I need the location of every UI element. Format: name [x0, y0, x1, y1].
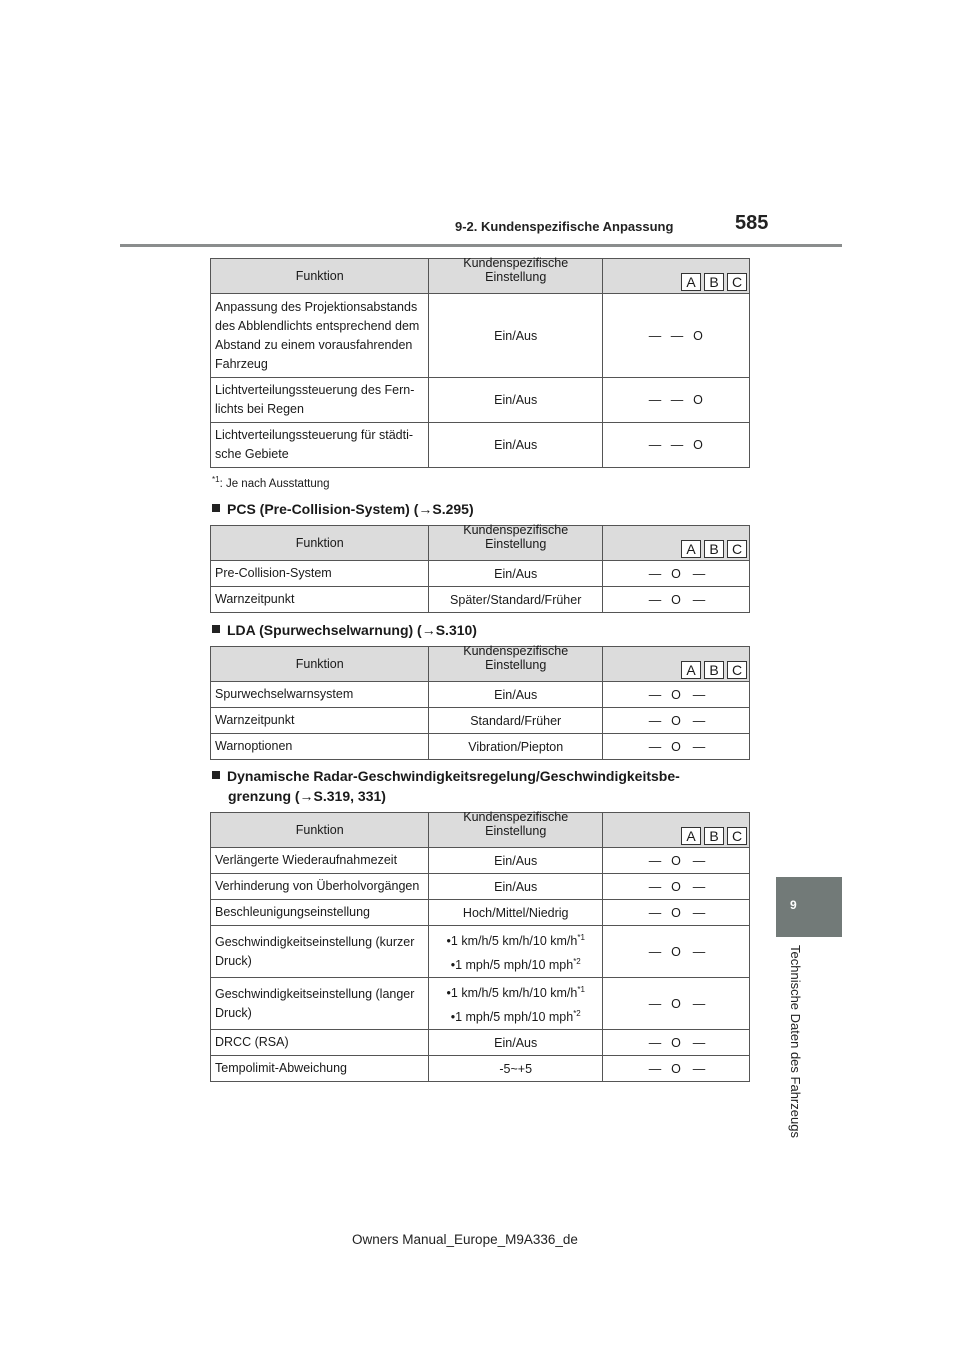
column-b-label: B [704, 540, 724, 558]
table-row [211, 587, 750, 613]
table-row [211, 978, 750, 1030]
setting-cell: Ein/Aus [429, 561, 603, 587]
drcc-settings-table [210, 812, 750, 1082]
setting-cell: Hoch/Mittel/Niedrig [429, 900, 603, 926]
table-row [211, 294, 750, 378]
function-cell: Pre-Collision-System [211, 561, 429, 587]
column-header-abc [602, 647, 749, 682]
table-row [211, 682, 750, 708]
page-number: 585 [735, 212, 769, 234]
section-heading-drcc: Dynamische Radar-Geschwindigkeitsregelung/Geschwindigkeitsbe- grenzung (→S.319, 331) [212, 766, 680, 806]
function-cell: Anpassung des Projektionsabstands des Abblendlichts entsprechend dem Abstand zu einem vorausfahrenden Fahrzeug [211, 294, 429, 378]
abc-cell: — O — [602, 561, 749, 587]
table-row [211, 1056, 750, 1082]
column-a-label: A [681, 273, 701, 291]
setting-cell: Ein/Aus [429, 423, 603, 468]
section-title: 9-2. Kundenspezifische Anpassung [455, 219, 674, 234]
setting-cell: Ein/Aus [429, 1030, 603, 1056]
setting-cell: -5~+5 [429, 1056, 603, 1082]
abc-cell: — O — [602, 900, 749, 926]
column-b-label: B [704, 273, 724, 291]
column-a-label: A [681, 827, 701, 845]
table-row [211, 1030, 750, 1056]
column-header-setting: Kundenspezifische Einstellung [429, 647, 603, 682]
table-row [211, 378, 750, 423]
function-cell: Tempolimit-Abweichung [211, 1056, 429, 1082]
function-cell: Beschleunigungseinstellung [211, 900, 429, 926]
table-row [211, 874, 750, 900]
setting-cell: •1 km/h/5 km/h/10 $km/h^{*1}$ •1 mph/5 mph/10 mph$^{*2}$ [429, 926, 603, 978]
function-cell: Verlängerte Wiederaufnahmezeit [211, 848, 429, 874]
setting-cell: Ein/Aus [429, 848, 603, 874]
function-cell: Geschwindigkeitseinstellung (langer Druck) [211, 978, 429, 1030]
function-cell: Geschwindigkeitseinstellung (kurzer Druck) [211, 926, 429, 978]
table-header-row [211, 813, 750, 848]
abc-cell: — O — [602, 587, 749, 613]
lda-settings-table [210, 646, 750, 760]
table-row [211, 926, 750, 978]
bullet-square-icon [212, 771, 220, 779]
column-b-label: B [704, 827, 724, 845]
column-header-setting: Kundenspezifische Einstellung [429, 526, 603, 561]
table-row [211, 561, 750, 587]
column-c-label: C [727, 827, 747, 845]
table-row [211, 423, 750, 468]
function-cell: Warnzeitpunkt [211, 708, 429, 734]
section-heading-pcs: PCS (Pre-Collision-System) (→S.295) [212, 499, 474, 519]
abc-cell: — O — [602, 1056, 749, 1082]
table-row [211, 708, 750, 734]
table-row [211, 900, 750, 926]
abc-cell: — O — [602, 734, 749, 760]
chapter-tab [776, 877, 842, 937]
column-header-function: Funktion [211, 259, 429, 294]
table-row [211, 734, 750, 760]
footnote: $^{*1}$: Je nach Ausstattung [212, 475, 330, 490]
abc-cell: — — O [602, 423, 749, 468]
header-divider [120, 244, 842, 247]
column-header-function: Funktion [211, 813, 429, 848]
function-cell: DRCC (RSA) [211, 1030, 429, 1056]
column-header-abc [602, 259, 749, 294]
abc-cell: — O — [602, 682, 749, 708]
setting-cell: Vibration/Piepton [429, 734, 603, 760]
setting-cell: Ein/Aus [429, 874, 603, 900]
abc-cell: — O — [602, 1030, 749, 1056]
headlight-settings-table [210, 258, 750, 468]
column-header-function: Funktion [211, 647, 429, 682]
abc-cell: — O — [602, 874, 749, 900]
column-a-label: A [681, 661, 701, 679]
function-cell: Spurwechselwarnsystem [211, 682, 429, 708]
bullet-square-icon [212, 625, 220, 633]
abc-cell: — O — [602, 848, 749, 874]
table-header-row [211, 259, 750, 294]
setting-cell: Ein/Aus [429, 682, 603, 708]
column-header-setting: Kundenspezifische Einstellung [429, 813, 603, 848]
column-c-label: C [727, 273, 747, 291]
setting-cell: Ein/Aus [429, 294, 603, 378]
footer-document-id: Owners Manual_Europe_M9A336_de [352, 1232, 578, 1247]
column-a-label: A [681, 540, 701, 558]
column-header-abc [602, 526, 749, 561]
bullet-square-icon [212, 504, 220, 512]
column-header-setting: Kundenspezifische Einstellung [429, 259, 603, 294]
column-header-function: Funktion [211, 526, 429, 561]
column-c-label: C [727, 661, 747, 679]
chapter-label: Technische Daten des Fahrzeugs [788, 945, 803, 1138]
abc-cell: — — O [602, 294, 749, 378]
setting-cell: Standard/Früher [429, 708, 603, 734]
abc-cell: — — O [602, 378, 749, 423]
column-b-label: B [704, 661, 724, 679]
setting-cell: Ein/Aus [429, 378, 603, 423]
table-header-row [211, 526, 750, 561]
function-cell: Warnzeitpunkt [211, 587, 429, 613]
function-cell: Verhinderung von Überholvorgängen [211, 874, 429, 900]
table-row [211, 848, 750, 874]
column-c-label: C [727, 540, 747, 558]
pcs-settings-table [210, 525, 750, 613]
function-cell: Lichtverteilungssteuerung des Fern- lichts bei Regen [211, 378, 429, 423]
column-header-abc [602, 813, 749, 848]
abc-cell: — O — [602, 708, 749, 734]
table-header-row [211, 647, 750, 682]
setting-cell: •1 km/h/5 km/h/10 $km/h^{*1}$ •1 mph/5 mph/10 mph$^{*2}$ [429, 978, 603, 1030]
section-heading-lda: LDA (Spurwechselwarnung) (→S.310) [212, 620, 477, 640]
setting-cell: Später/Standard/Früher [429, 587, 603, 613]
function-cell: Lichtverteilungssteuerung für städti- sche Gebiete [211, 423, 429, 468]
abc-cell: — O — [602, 926, 749, 978]
chapter-number: 9 [790, 898, 797, 912]
function-cell: Warnoptionen [211, 734, 429, 760]
abc-cell: — O — [602, 978, 749, 1030]
